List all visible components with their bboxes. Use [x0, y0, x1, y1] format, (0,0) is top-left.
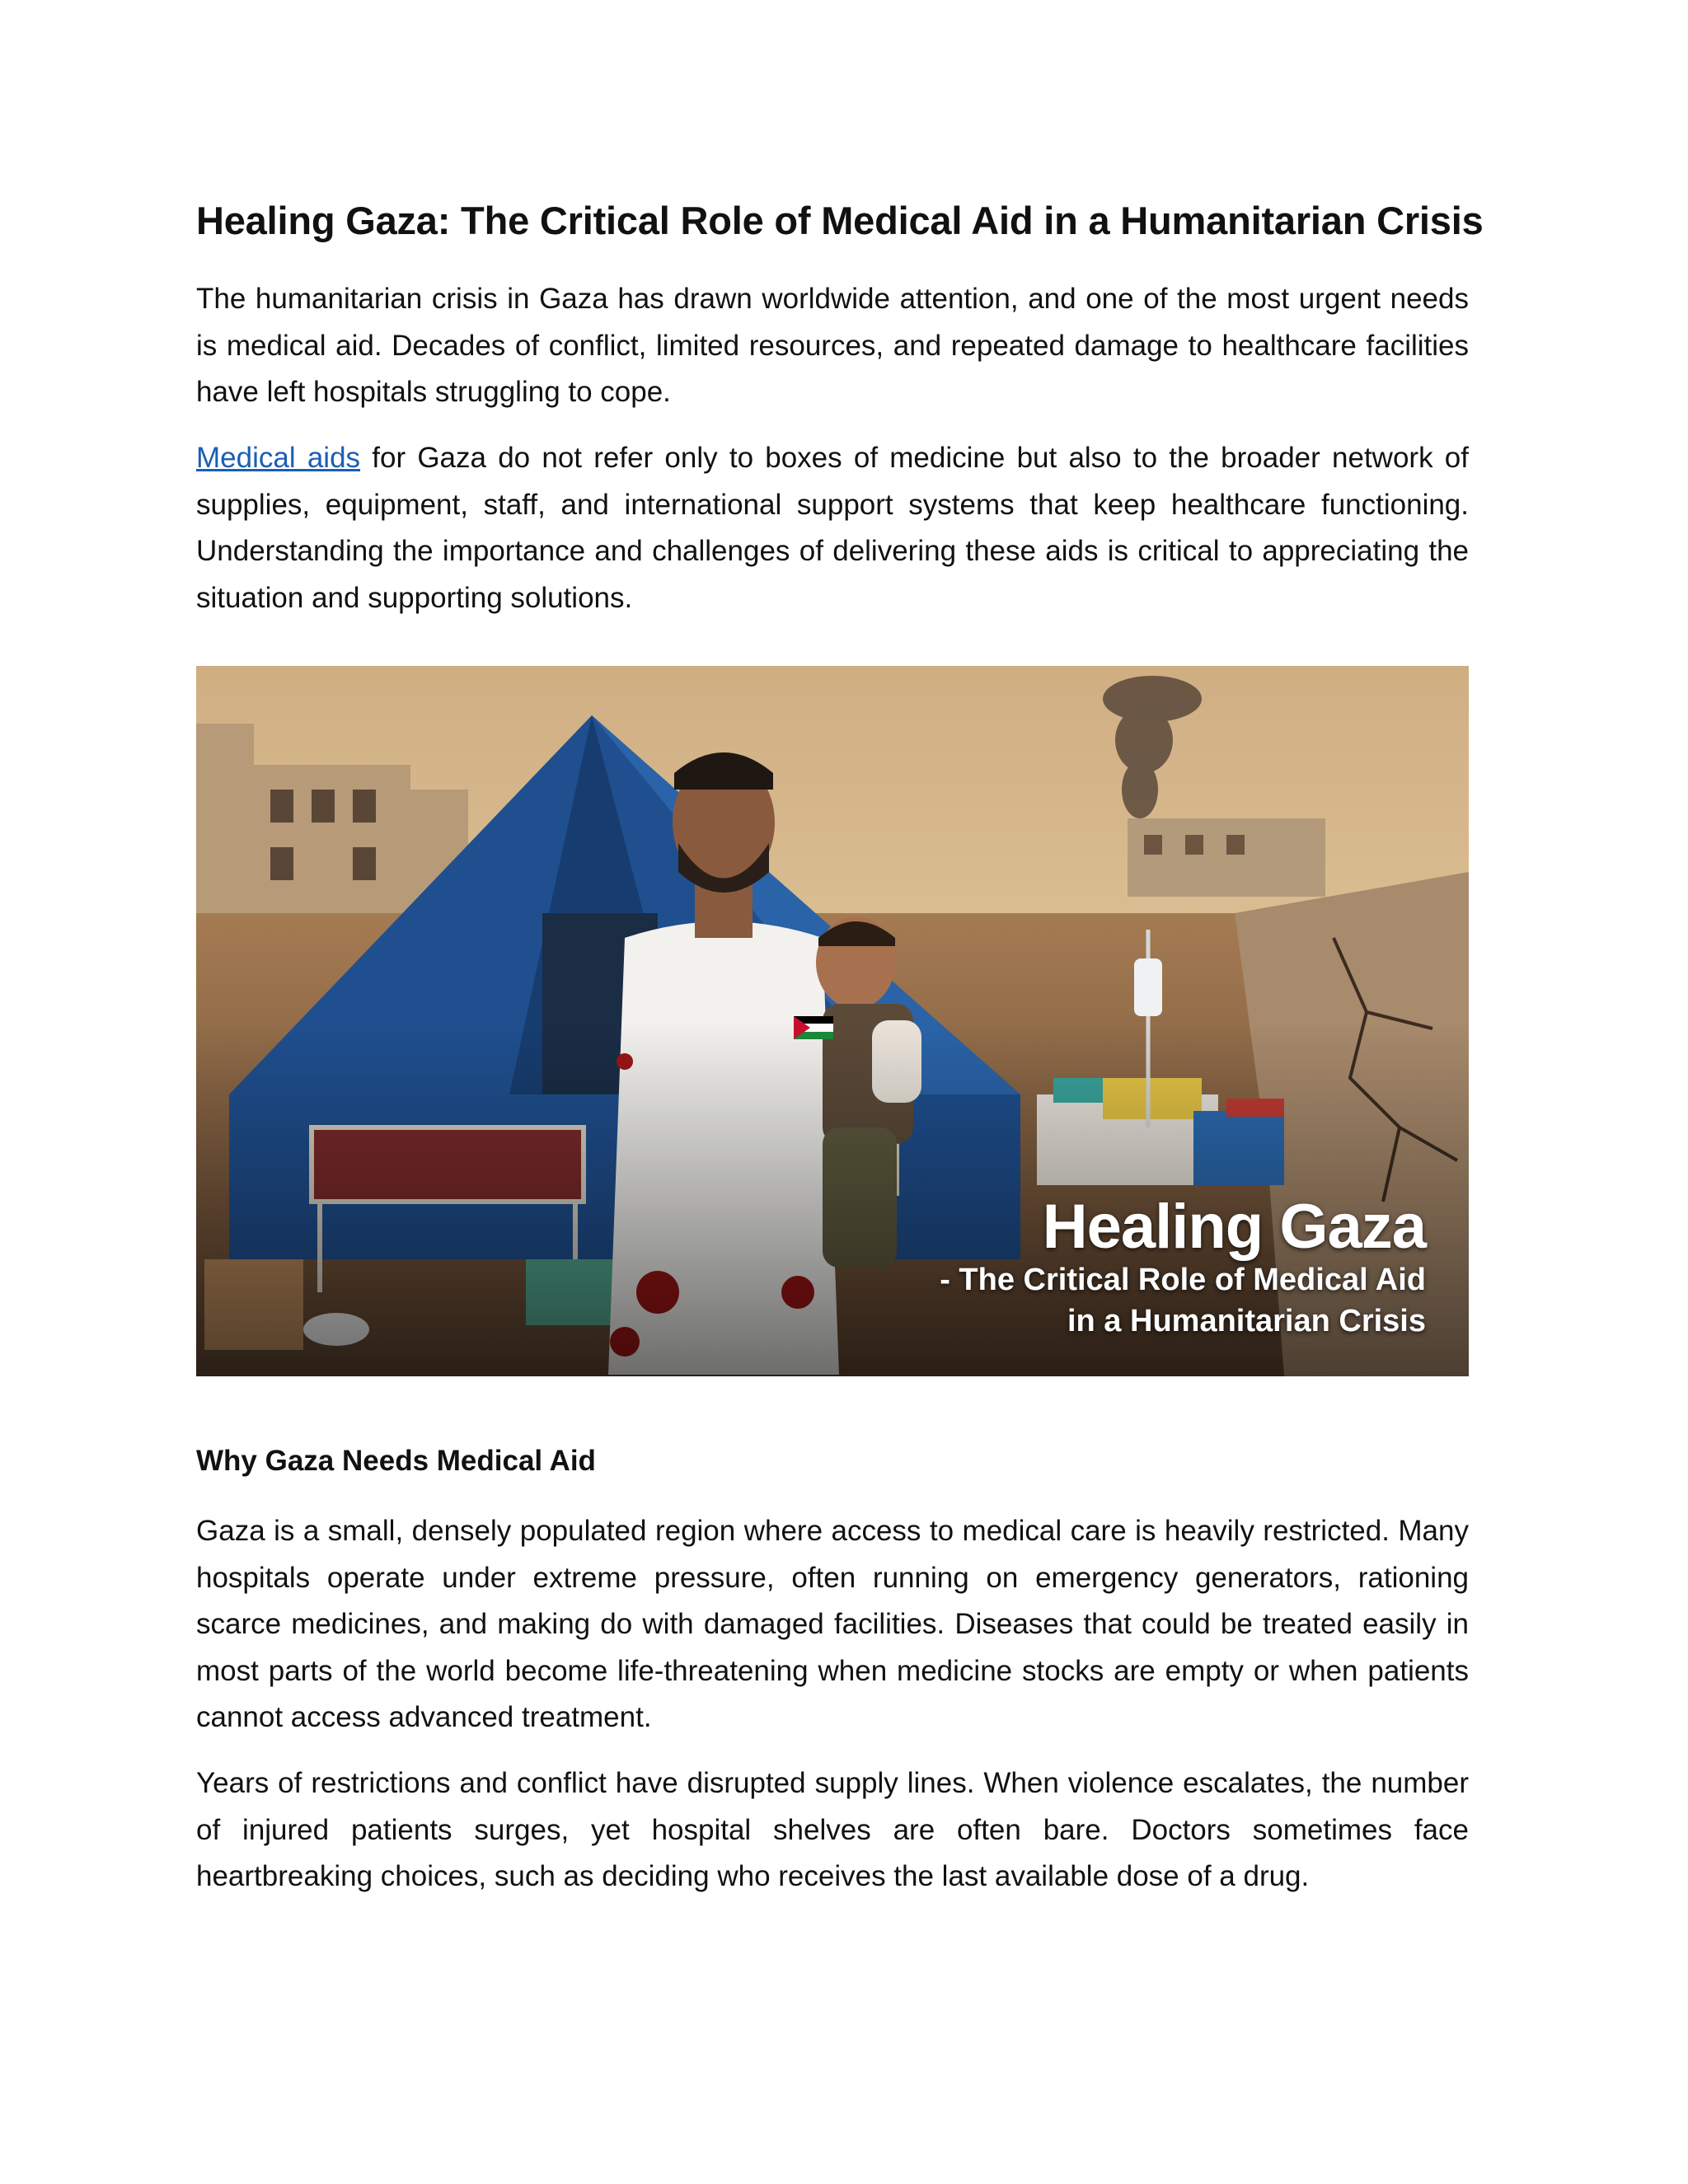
- section-heading: Why Gaza Needs Medical Aid: [196, 1445, 596, 1477]
- intro-paragraph-block: [196, 276, 1469, 416]
- paragraph-4-block: [196, 1760, 1469, 1900]
- article-title: Healing Gaza: The Critical Role of Medical Aid in a Humanitarian Crisis: [196, 199, 1484, 242]
- paragraph-2-block: [196, 435, 1469, 621]
- paragraph-2-text: for Gaza do not refer only to boxes of medicine but also to the broader network of supplies, equipment, staff, and international support systems that keep healthcare functioning. Understanding the importance and challenges of delivering these aids is critical to appreciating the situation and supporting solutions.: [196, 442, 1469, 614]
- paragraph-4: Years of restrictions and conflict have disrupted supply lines. When violence escalates, the number of injured patients surges, yet hospital shelves are often bare. Doctors sometimes face heartbreaking choices, such as deciding who receives the last available dose of a drug.: [196, 1767, 1469, 1892]
- overlay-subtitle-2: in a Humanitarian Crisis: [1067, 1303, 1426, 1338]
- intro-paragraph: The humanitarian crisis in Gaza has drawn worldwide attention, and one of the most urgent needs is medical aid. Decades of conflict, limited resources, and repeated damage to healthcare facilities have left hospitals struggling to cope.: [196, 283, 1469, 408]
- overlay-title: Healing Gaza: [1042, 1192, 1426, 1263]
- section-heading-block: [196, 1444, 1469, 1479]
- medical-aids-link[interactable]: Medical aids: [196, 442, 361, 474]
- image-overlay-caption: [940, 1194, 1426, 1342]
- hero-image: [196, 666, 1469, 1376]
- paragraph-3: Gaza is a small, densely populated region where access to medical care is heavily restricted. Many hospitals operate under extreme pressure, often running on emergency generators, rationing scarce medicines, and making do with damaged facilities. Diseases that could be treated easily in most parts of the world become life-threatening when medicine stocks are empty or when patients cannot access advanced treatment.: [196, 1515, 1469, 1733]
- paragraph-3-block: [196, 1508, 1469, 1741]
- paragraph-2: [196, 435, 1469, 621]
- overlay-subtitle-1: - The Critical Role of Medical Aid: [940, 1263, 1426, 1298]
